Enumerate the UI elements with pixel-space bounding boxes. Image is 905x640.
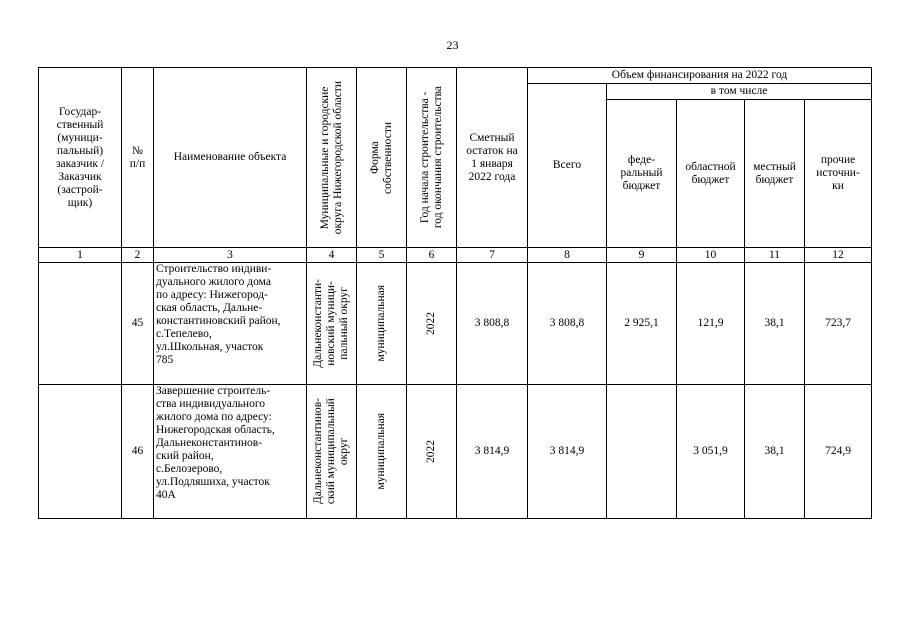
row-municipality-text: Дальнеконстантинов- ский муниципальный округ (312, 398, 350, 505)
header-ownership (357, 68, 407, 248)
column-number: 2 (122, 248, 154, 263)
row-ownership-text: муниципальная (375, 413, 387, 490)
row-balance: 3 808,8 (457, 263, 528, 385)
row-local: 38,1 (745, 385, 805, 519)
header-customer: Государ- ственный (муници- пальный) заказчик / Заказчик (застрой- щик) (39, 68, 122, 248)
financing-table (38, 67, 872, 519)
header-regional: областной бюджет (677, 100, 745, 248)
row-ownership-text: муниципальная (375, 285, 387, 362)
header-other: прочие источни- ки (805, 100, 872, 248)
column-number: 7 (457, 248, 528, 263)
row-other: 724,9 (805, 385, 872, 519)
row-year-text: 2022 (425, 440, 437, 463)
row-federal: 2 925,1 (607, 263, 677, 385)
row-object-name: Завершение строитель- ства индивидуального жилого дома по адресу: Нижегородская область, Дальнеконстантинов- ский район, с.Белозерово, ул.Подляшиха, участок 40А (154, 385, 307, 519)
column-number: 3 (154, 248, 307, 263)
row-ownership (357, 263, 407, 385)
header-total: Всего (528, 84, 607, 248)
row-num: 46 (122, 385, 154, 519)
header-municipality (307, 68, 357, 248)
row-municipality (307, 385, 357, 519)
row-local: 38,1 (745, 263, 805, 385)
header-financing: Объем финансирования на 2022 год (528, 68, 872, 84)
row-customer (39, 263, 122, 385)
row-year-text: 2022 (425, 312, 437, 335)
row-federal (607, 385, 677, 519)
row-year (407, 385, 457, 519)
column-number: 9 (607, 248, 677, 263)
header-ownership-text: Форма собственности (368, 121, 394, 194)
column-number: 5 (357, 248, 407, 263)
header-object-name: Наименование объекта (154, 68, 307, 248)
column-number: 12 (805, 248, 872, 263)
row-customer (39, 385, 122, 519)
row-regional: 121,9 (677, 263, 745, 385)
header-local: местный бюджет (745, 100, 805, 248)
column-number: 6 (407, 248, 457, 263)
header-balance: Сметный остаток на 1 января 2022 года (457, 68, 528, 248)
row-year (407, 263, 457, 385)
row-regional: 3 051,9 (677, 385, 745, 519)
row-balance: 3 814,9 (457, 385, 528, 519)
header-num: № п/п (122, 68, 154, 248)
header-municipality-text: Муниципальные и городские округа Нижегородской области (318, 80, 344, 235)
column-number: 8 (528, 248, 607, 263)
table-row (39, 385, 872, 519)
column-number: 10 (677, 248, 745, 263)
header-years (407, 68, 457, 248)
row-ownership (357, 385, 407, 519)
header-federal: феде- ральный бюджет (607, 100, 677, 248)
column-number: 11 (745, 248, 805, 263)
row-other: 723,7 (805, 263, 872, 385)
row-total: 3 814,9 (528, 385, 607, 519)
row-municipality (307, 263, 357, 385)
row-municipality-text: Дальнеконстанти- новский муници- пальный округ (312, 279, 350, 368)
column-number-row (39, 248, 872, 263)
header-including: в том числе (607, 84, 872, 100)
row-num: 45 (122, 263, 154, 385)
row-total: 3 808,8 (528, 263, 607, 385)
column-number: 1 (39, 248, 122, 263)
column-number: 4 (307, 248, 357, 263)
table-row (39, 263, 872, 385)
row-object-name: Строительство индиви- дуального жилого дома по адресу: Нижегород- ская область, Дальне- константиновский район, с.Тепелево, ул.Школьная, участок 785 (154, 263, 307, 385)
page-number: 23 (446, 38, 459, 52)
header-years-text: Год начала строительства - год окончания строительства (418, 86, 444, 229)
